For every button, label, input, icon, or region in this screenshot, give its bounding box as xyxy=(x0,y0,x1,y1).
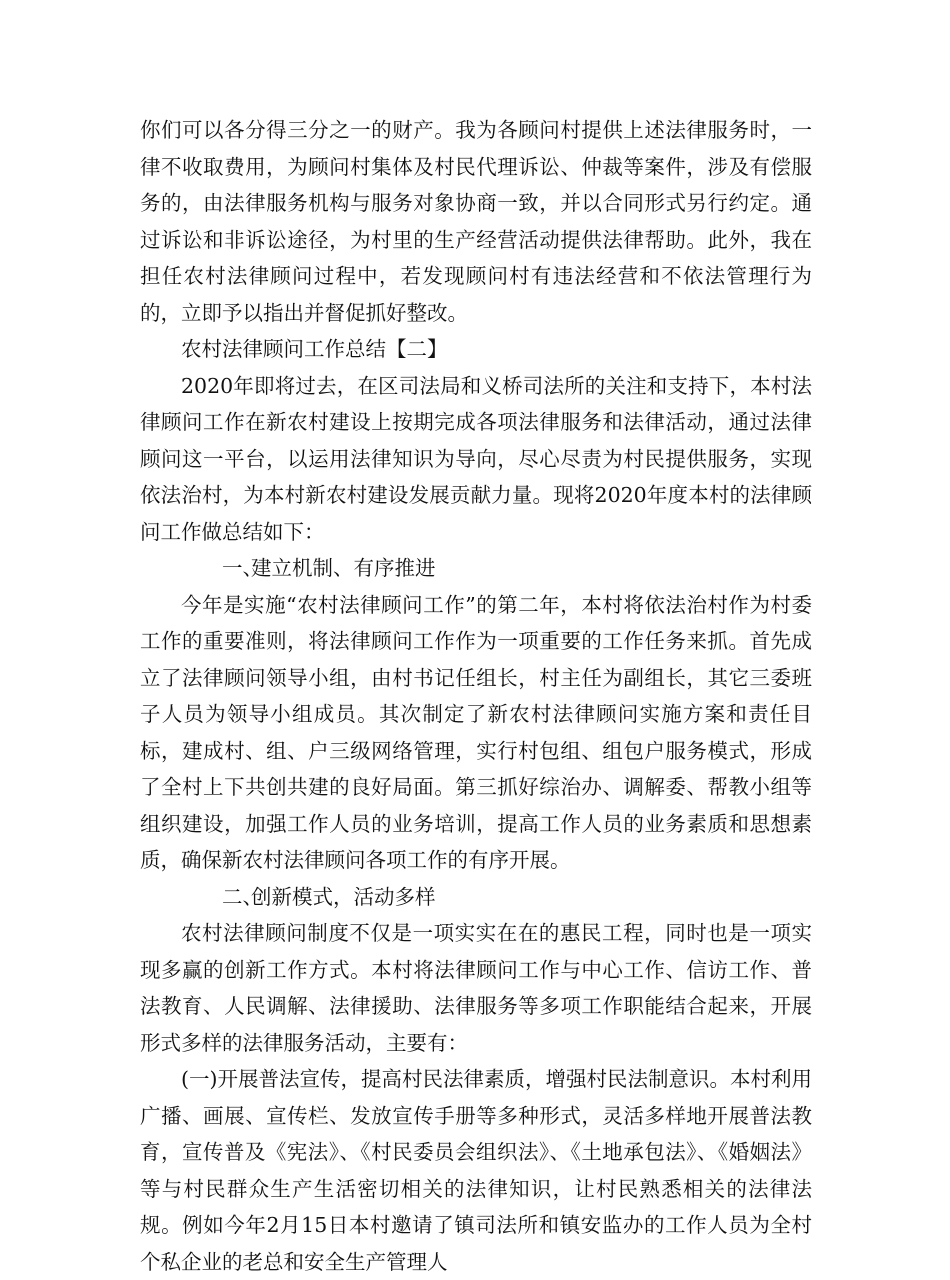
heading-two-number: 二、 xyxy=(222,884,263,909)
heading-two xyxy=(140,879,812,916)
paragraph-mechanism: 今年是实施“农村法律顾问工作”的第二年，本村将依法治村作为村委工作的重要准则，将法律顾问工作作为一项重要的工作任务来抓。首先成立了法律顾问领导小组，由村书记任组长，村主任为副组长，其它三委班子人员为领导小组成员。其次制定了新农村法律顾问实施方案和责任目标，建成村、组、户三级网络管理，实行村包组、组包户服务模式，形成了全村上下共创共建的良好局面。第三抓好综治办、调解委、帮教小组等组织建设，加强工作人员的业务培训，提高工作人员的业务素质和思想素质，确保新农村法律顾问各项工作的有序开展。 xyxy=(140,592,812,872)
heading-one-text: 建立机制、有序推进 xyxy=(251,556,436,580)
section-title: 农村法律顾问工作总结【二】 xyxy=(181,337,448,361)
paragraph-intro: 2020年即将过去，在区司法局和义桥司法所的关注和支持下，本村法律顾问工作在新农村建设上按期完成各项法律服务和法律活动，通过法律顾问这一平台，以运用法律知识为导向，尽心尽责为村民提供服务，实现依法治村，为本村新农村建设发展贡献力量。现将2020年度本村的法律顾问工作做总结如下： xyxy=(140,373,812,544)
paragraph-innovation: 农村法律顾问制度不仅是一项实实在在的惠民工程，同时也是一项实现多赢的创新工作方式。本村将法律顾问工作与中心工作、信访工作、普法教育、人民调解、法律援助、法律服务等多项工作职能结合起来，开展形式多样的法律服务活动，主要有： xyxy=(140,921,812,1055)
paragraph-publicity: (一)开展普法宣传，提高村民法律素质，增强村民法制意识。本村利用广播、画展、宣传栏、发放宣传手册等多种形式，灵活多样地开展普法教育，宣传普及《宪法》、《村民委员会组织法》、《土地承包法》、《婚姻法》等与村民群众生产生活密切相关的法律知识，让村民熟悉相关的法律法规。例如今年2月15日本村邀请了镇司法所和镇安监办的工作人员为全村个私企业的老总和安全生产管理人 xyxy=(140,1067,812,1274)
heading-one xyxy=(140,550,812,587)
heading-two-text: 创新模式，活动多样 xyxy=(251,884,436,909)
document-page xyxy=(140,112,812,1280)
heading-one-number: 一、 xyxy=(222,556,263,580)
paragraph-continuation: 你们可以各分得三分之一的财产。我为各顾问村提供上述法律服务时，一律不收取费用，为顾问村集体及村民代理诉讼、仲裁等案件，涉及有偿服务的，由法律服务机构与服务对象协商一致，并以合同形式另行约定。通过诉讼和非诉讼途径，为村里的生产经营活动提供法律帮助。此外，我在担任农村法律顾问过程中，若发现顾问村有违法经营和不依法管理行为的，立即予以指出并督促抓好整改。 xyxy=(140,118,812,325)
